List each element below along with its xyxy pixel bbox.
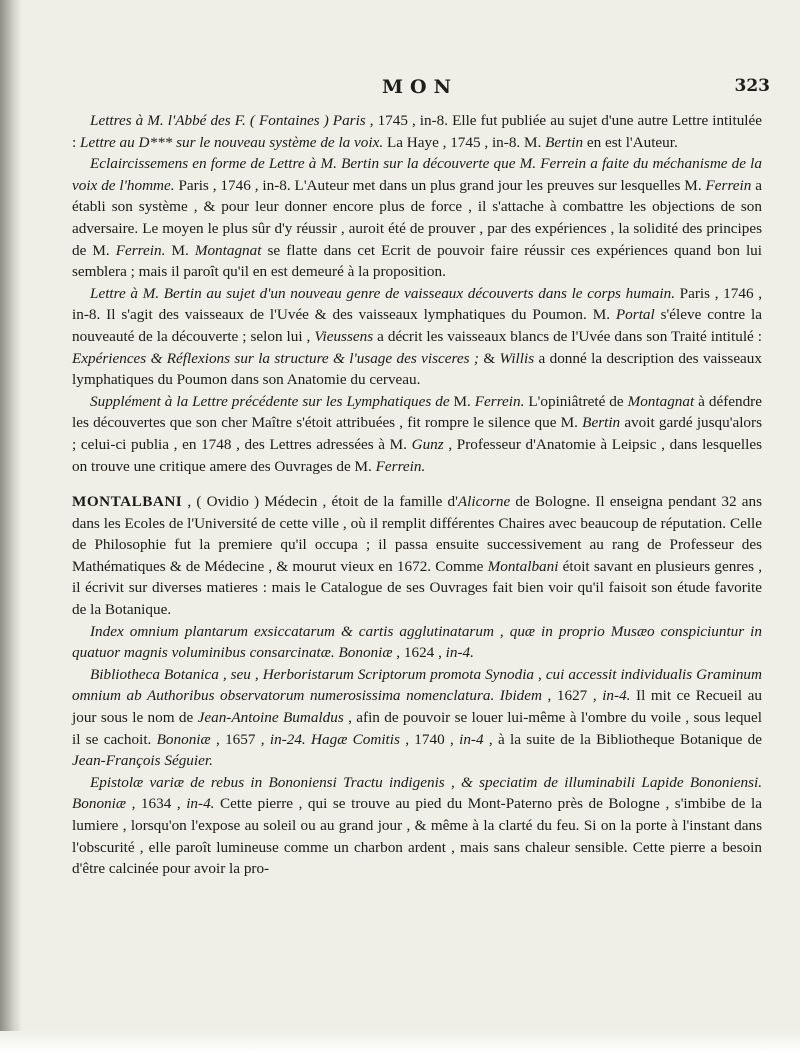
italic-run: Eclaircissemens en forme de Lettre à M. Bertin sur la découverte que M. Ferrein a faite du méchanisme de la voix de l'homme. xyxy=(72,155,762,194)
italic-run: Expériences & Réflexions sur la structure & l'usage des visceres ; xyxy=(72,349,479,367)
text-run: , à la suite de la Bibliotheque Botanique de xyxy=(483,730,763,748)
text-run: , 1627 , xyxy=(541,687,603,705)
paragraph-supplement xyxy=(72,391,762,477)
italic-run: Bertin xyxy=(582,414,621,432)
scan-edge-bottom xyxy=(0,1031,800,1053)
text-run: se flatte dans cet Ecrit de pouvoir faire réussir ces expériences quand bon lui semblera ; mais il paroît qu'il en est demeuré à la proposition. xyxy=(72,241,762,281)
italic-run: Lettres à M. l'Abbé des F. ( Fontaines ) Paris xyxy=(90,112,366,129)
italic-run: in-4. xyxy=(186,795,215,813)
italic-run: Jean-Antoine Bumaldus xyxy=(197,709,344,727)
paragraph-lettres-abbe xyxy=(72,110,762,153)
text-run: à défendre les découvertes que son cher Maître s'étoit attribuées , fit rompre le silence que M. xyxy=(72,392,762,432)
scan-shadow-left xyxy=(0,0,22,1053)
text-run: M. xyxy=(165,241,195,259)
italic-run: Bononiæ xyxy=(156,730,211,748)
italic-run: Jean-François Séguier. xyxy=(72,752,213,770)
italic-run: Bertin xyxy=(545,133,584,151)
text-run: La Haye , 1745 , in-8. M. xyxy=(383,133,546,151)
text-run: , 1624 , xyxy=(392,644,446,662)
entry-heading: MONTALBANI xyxy=(72,493,183,511)
text-run: , ( Ovidio ) Médecin , étoit de la famille d' xyxy=(182,493,458,511)
page-header xyxy=(70,76,770,102)
text-run: Paris , 1746 , in-8. L'Auteur met dans un plus grand jour les preuves sur lesquelles M. xyxy=(174,176,706,194)
text-run: M. xyxy=(449,392,475,410)
italic-run: Ferrein xyxy=(705,176,752,194)
italic-run: Ferrein. xyxy=(115,241,166,259)
text-run: Il mit ce Recueil au jour sous le nom de xyxy=(72,687,762,727)
italic-run: Ferrein. xyxy=(375,457,426,475)
text-run: Paris , 1746 , in-8. Il s'agit des vaisseaux de l'Uvée & des vaisseaux lymphatiques du Poumon. M. xyxy=(72,284,763,324)
italic-run: Epistolæ variæ de rebus in Bononiensi Tractu indigenis , & speciatim de illuminabili Lapide Bononiensi. Bononiæ xyxy=(72,773,762,813)
italic-run: Gunz xyxy=(411,435,444,453)
italic-run: Montagnat xyxy=(194,241,262,259)
paragraph-bibliotheca-botanica xyxy=(72,664,762,772)
italic-run: Bibliotheca Botanica , seu , Herboristarum Scriptorum promota Synodia , cui accessit individualis Graminum omnium ab Authoribus observatorum numerosissima nomenclatura. Ibidem xyxy=(72,665,762,705)
text-run: a établi son système , & pour leur donner encore plus de force , il s'attache à combattre les objections de son adversaire. Le moyen le plus sûr d'y réussir , auroit été de prouver , par des expériences , la solidité des principes de M. xyxy=(72,176,762,259)
page-body xyxy=(72,110,762,880)
italic-run: in-4 xyxy=(459,730,484,748)
paragraph-index-plantarum xyxy=(72,621,762,664)
italic-run: Lettre à M. Bertin au sujet d'un nouveau genre de vaisseaux découverts dans le corps humain. xyxy=(90,284,675,302)
text-run: L'opiniâtreté de xyxy=(524,392,628,410)
text-run: s'éleve contre la nouveauté de la découverte ; selon lui , xyxy=(72,306,762,345)
italic-run: Alicorne xyxy=(457,493,511,511)
text-run: en est l'Auteur. xyxy=(583,133,678,151)
italic-run: Index omnium plantarum exsiccatarum & cartis agglutinatarum , quæ in proprio Musæo conspiciuntur in quatuor magnis voluminibus consarcinatæ. Bononiæ xyxy=(72,622,762,662)
text-run: , Professeur d'Anatomie à Leipsic , dans lesquelles on trouve une critique amere des Ouvrages de M. xyxy=(72,435,762,475)
paragraph-lettre-bertin xyxy=(72,283,762,391)
paragraph-eclaircissemens xyxy=(72,153,762,283)
text-run: Cette pierre , qui se trouve au pied du Mont-Paterno près de Bologne , s'imbibe de la lumiere , lorsqu'on l'expose au soleil ou au grand jour , & même à la clarté du feu. Si on la porte à l'instant dans l'obscurité , elle paroît lumineuse comme un charbon ardent , mais sans chaleur sensible. Cette pierre a besoin d'être calcinée pour avoir la pro- xyxy=(72,795,763,878)
italic-run: Montagnat xyxy=(627,392,695,410)
text-run: , 1634 , xyxy=(126,795,187,813)
italic-run: in-4. xyxy=(445,644,474,662)
italic-run: Montalbani xyxy=(487,557,559,575)
text-run: de Bologne. Il enseigna pendant 32 ans dans les Ecoles de l'Université de cette ville , où il remplit différentes Chaires avec beaucoup de réputation. Celle de Philosophie fut la premiere qu'il occupa ; il passa ensuite successivement au rang de Professeur des Mathématiques & de Médecine , & mourut vieux en 1672. Comme xyxy=(72,493,762,575)
italic-run: Lettre au D*** sur le nouveau système de la voix. xyxy=(80,133,384,151)
running-head: MON xyxy=(382,76,458,98)
page-number: 323 xyxy=(734,76,770,96)
italic-run: Portal xyxy=(615,306,655,324)
italic-run: Ferrein. xyxy=(474,392,525,410)
text-run: , afin de pouvoir se louer lui-même à l'ombre du voile , sous lequel il se cachoit. xyxy=(72,709,762,748)
italic-run: Supplément à la Lettre précédente sur les Lymphatiques de xyxy=(90,392,450,410)
italic-run: Vieussens xyxy=(314,327,374,345)
entry-montalbani xyxy=(72,491,762,621)
text-run: & xyxy=(478,349,500,367)
paragraph-epistolae xyxy=(72,772,762,880)
text-run: , 1740 , xyxy=(399,730,460,748)
text-run: avoit gardé jusqu'alors ; celui-ci publia , en 1748 , des Lettres adressées à M. xyxy=(72,414,762,453)
italic-run: in-4. xyxy=(602,687,631,705)
italic-run: in-24. Hagæ Comitis xyxy=(269,730,400,748)
text-run: a décrit les vaisseaux blancs de l'Uvée dans son Traité intitulé : xyxy=(373,327,762,345)
text-run: étoit savant en plusieurs genres , il écrivit sur diverses matieres : mais le Catalogue de ses Ouvrages fait bien voir qu'il faisoit son étude favorite de la Botanique. xyxy=(72,557,762,619)
text-run: , 1657 , xyxy=(210,730,270,748)
italic-run: Willis xyxy=(499,349,535,367)
text-run: a donné la description des vaisseaux lymphatiques du Poumon dans son Anatomie du cerveau. xyxy=(72,349,762,389)
text-run: , 1745 , in-8. Elle fut publiée au sujet d'une autre Lettre intitulée : xyxy=(72,112,762,151)
